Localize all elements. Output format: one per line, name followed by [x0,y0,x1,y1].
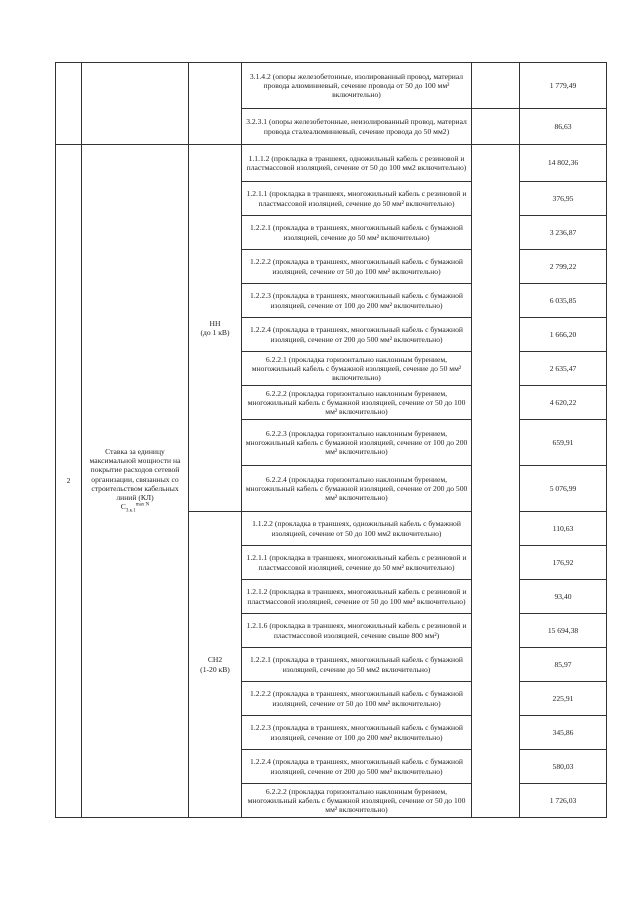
row-desc: 1.1.1.2 (прокладка в траншеях, одножильный кабель с резиновой и пластмассовой изоляцией, сечение от 50 до 100 мм2 включительно) [242,145,472,182]
row-value: 2 799,22 [520,250,607,284]
table-row [56,63,607,109]
row-value: 15 694,38 [520,614,607,648]
row-value: 225,91 [520,682,607,716]
row-value: 176,92 [520,546,607,580]
row-desc: 1.2.2.4 (прокладка в траншеях, многожильный кабель с бумажной изоляцией, сечение от 200 до 500 мм² включительно) [242,750,472,784]
row-desc: 1.2.2.3 (прокладка в траншеях, многожильный кабель с бумажной изоляцией, сечение от 100 до 200 мм² включительно) [242,716,472,750]
row-desc: 6.2.2.2 (прокладка горизонтально наклонным бурением, многожильный кабель с бумажной изоляцией, сечение от 50 до 100 мм² включительно) [242,784,472,818]
empty-cell [472,109,520,145]
row-desc: 6.2.2.1 (прокладка горизонтально наклонным бурением, многожильный кабель с бумажной изоляцией, сечение до 50 мм² включительно) [242,352,472,386]
row-desc: 6.2.2.2 (прокладка горизонтально наклонным бурением, многожильный кабель с бумажной изоляцией, сечение от 50 до 100 мм² включительно) [242,386,472,420]
row-value: 85,97 [520,648,607,682]
row-value: 4 620,22 [520,386,607,420]
row-desc: 6.2.2.3 (прокладка горизонтально наклонным бурением, многожильный кабель с бумажной изоляцией, сечение от 100 до 200 мм² включительно) [242,420,472,466]
row-value: 93,40 [520,580,607,614]
section-symbol: $С_{3.к.1}^{max N}$ [120,502,150,514]
row-desc: 1.2.2.1 (прокладка в траншеях, многожильный кабель с бумажной изоляцией, сечение до 50 мм² включительно) [242,216,472,250]
row-desc: 1.2.2.2 (прокладка в траншеях, многожильный кабель с бумажной изоляцией, сечение от 50 до 100 мм² включительно) [242,250,472,284]
row-desc: 1.2.2.4 (прокладка в траншеях, многожильный кабель с бумажной изоляцией, сечение от 200 до 500 мм² включительно) [242,318,472,352]
row-value: 580,03 [520,750,607,784]
section-name [82,145,189,818]
row-value: 345,86 [520,716,607,750]
row-value: 3 236,87 [520,216,607,250]
table-row [56,145,607,182]
row-desc: 1.2.1.1 (прокладка в траншеях, многожильный кабель с резиновой и пластмассовой изоляцией, сечение до 50 мм² включительно) [242,182,472,216]
row-value: 1 666,20 [520,318,607,352]
row-value: 659,91 [520,420,607,466]
row-desc: 1.2.1.2 (прокладка в траншеях, многожильный кабель с резиновой и пластмассовой изоляцией, сечение от 50 до 100 мм² включительно) [242,580,472,614]
level-cell-empty [189,63,242,145]
row-value: 86,63 [520,109,607,145]
row-desc: 1.2.1.1 (прокладка в траншеях, многожильный кабель с резиновой и пластмассовой изоляцией, сечение до 50 мм² включительно) [242,546,472,580]
voltage-level-nn: НН (до 1 кВ) [189,145,242,512]
row-desc: 1.2.2.3 (прокладка в траншеях, многожильный кабель с бумажной изоляцией, сечение от 100 до 200 мм² включительно) [242,284,472,318]
empty-column [472,145,520,818]
voltage-level-sn2: СН2 (1-20 кВ) [189,512,242,818]
row-desc: 3.1.4.2 (опоры железобетонные, изолированный провод, материал провода алюминиевый, сечение провода от 50 до 100 мм² включительно) [242,63,472,109]
row-desc: 1.2.1.6 (прокладка в траншеях, многожильный кабель с резиновой и пластмассовой изоляцией, сечение свыше 800 мм²) [242,614,472,648]
row-desc: 6.2.2.4 (прокладка горизонтально наклонным бурением, многожильный кабель с бумажной изоляцией, сечение от 200 до 500 мм² включительно) [242,466,472,512]
row-value: 6 035,85 [520,284,607,318]
row-value: 376,95 [520,182,607,216]
row-value: 2 635,47 [520,352,607,386]
name-cell-empty [82,63,189,145]
row-desc: 1.2.2.2 (прокладка в траншеях, многожильный кабель с бумажной изоляцией, сечение от 50 до 100 мм² включительно) [242,682,472,716]
row-desc: 1.2.2.1 (прокладка в траншеях, многожильный кабель с бумажной изоляцией, сечение до 50 мм2 включительно) [242,648,472,682]
section-name-text: Ставка за единицу максимальной мощности на покрытие расходов сетевой организации, связанных со строительством кабельных линий (КЛ) [89,446,181,503]
num-cell-empty [56,63,82,145]
row-value: 14 802,36 [520,145,607,182]
row-value: 110,63 [520,512,607,546]
tariff-table [55,62,607,818]
empty-cell [472,63,520,109]
row-value: 1 726,03 [520,784,607,818]
row-value: 1 779,49 [520,63,607,109]
row-desc: 3.2.3.1 (опоры железобетонные, неизолированный провод, материал провода сталеалюминиевый, сечение провода до 50 мм2) [242,109,472,145]
section-number: 2 [56,145,82,818]
row-desc: 1.1.2.2 (прокладка в траншеях, одножильный кабель с бумажной изоляцией, сечение от 50 до 100 мм2 включительно) [242,512,472,546]
row-value: 5 076,99 [520,466,607,512]
